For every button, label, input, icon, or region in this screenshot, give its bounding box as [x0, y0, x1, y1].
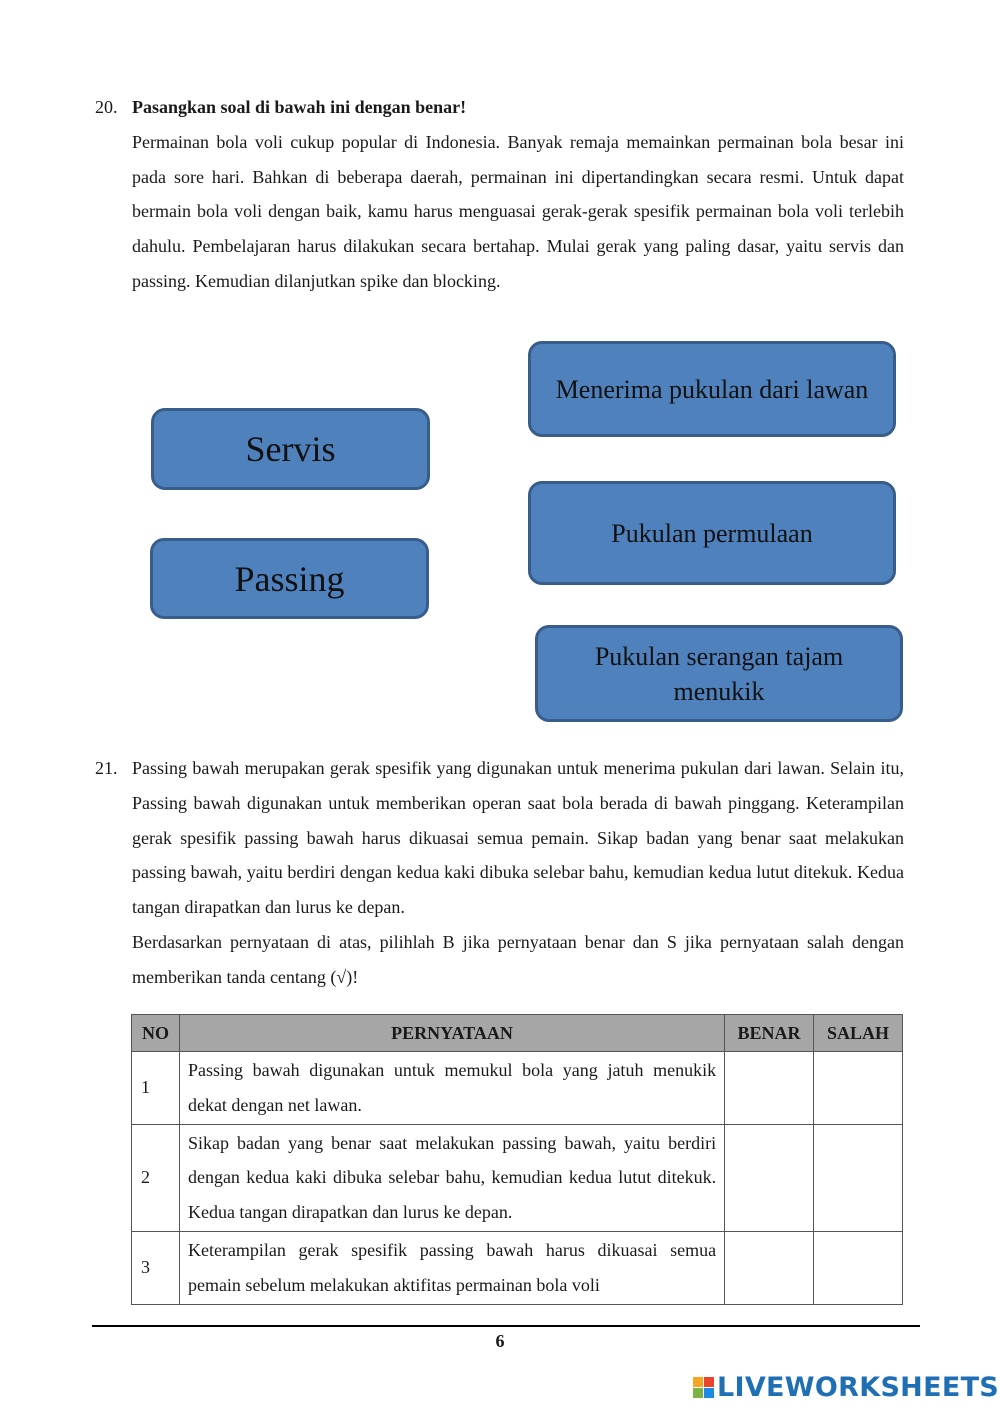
table-row — [132, 1124, 903, 1231]
row-statement: Sikap badan yang benar saat melakukan passing bawah, yaitu berdiri dengan kedua kaki dibuka selebar bahu, kemudian kedua lutut ditekuk. Kedua tangan dirapatkan dan lurus ke depan. — [179, 1124, 724, 1231]
header-statement: PERNYATAAN — [179, 1015, 724, 1052]
header-true: BENAR — [725, 1015, 814, 1052]
logo-square-4 — [704, 1388, 714, 1398]
row-false-checkbox[interactable] — [814, 1231, 903, 1304]
question-21-instruction: Berdasarkan pernyataan di atas, pilihlah B jika pernyataan benar dan S jika pernyataan salah dengan memberikan tanda centang (√)! — [132, 931, 904, 987]
question-21-paragraph: Passing bawah merupakan gerak spesifik yang digunakan untuk menerima pukulan dari lawan. Selain itu, Passing bawah digunakan untuk memberikan operan saat bola berada di bawah pinggang. Keterampilan gerak spesifik passing bawah harus dikuasai semua pemain. Sikap badan yang benar saat melakukan passing bawah, yaitu berdiri dengan kedua kaki dibuka selebar bahu, kemudian kedua lutut ditekuk. Kedua tangan dirapatkan dan lurus ke depan. — [132, 758, 904, 918]
match-definition-spike[interactable]: Pukulan serangan tajam menukik — [535, 625, 903, 722]
match-definition-first-hit[interactable]: Pukulan permulaan — [528, 481, 896, 585]
question-20-title: Pasangkan soal di bawah ini dengan benar! — [132, 97, 467, 117]
row-true-checkbox[interactable] — [725, 1124, 814, 1231]
question-21-number: 21. — [95, 758, 118, 778]
question-21-body — [132, 751, 904, 995]
row-number: 1 — [132, 1052, 180, 1125]
match-term-servis[interactable]: Servis — [151, 408, 430, 490]
row-number: 3 — [132, 1231, 180, 1304]
row-statement: Keterampilan gerak spesifik passing bawah harus dikuasai semua pemain sebelum melakukan aktifitas permainan bola voli — [179, 1231, 724, 1304]
header-false: SALAH — [814, 1015, 903, 1052]
logo-square-1 — [693, 1377, 703, 1387]
match-definition-receive[interactable]: Menerima pukulan dari lawan — [528, 341, 896, 437]
liveworksheets-wordmark: LIVEWORKSHEETS — [717, 1372, 1000, 1403]
logo-square-3 — [693, 1388, 703, 1398]
table-header-row — [132, 1015, 903, 1052]
row-statement: Passing bawah digunakan untuk memukul bola yang jatuh menukik dekat dengan net lawan. — [179, 1052, 724, 1125]
table-row — [132, 1052, 903, 1125]
liveworksheets-logo-icon — [693, 1377, 714, 1398]
logo-square-2 — [704, 1377, 714, 1387]
row-false-checkbox[interactable] — [814, 1124, 903, 1231]
liveworksheets-brand — [693, 1372, 999, 1403]
row-true-checkbox[interactable] — [725, 1052, 814, 1125]
row-true-checkbox[interactable] — [725, 1231, 814, 1304]
table-row — [132, 1231, 903, 1304]
page-number: 6 — [495, 1331, 505, 1351]
header-no: NO — [132, 1015, 180, 1052]
match-term-passing[interactable]: Passing — [150, 538, 429, 619]
row-number: 2 — [132, 1124, 180, 1231]
question-20-number: 20. — [95, 97, 118, 117]
question-20-body — [132, 90, 904, 299]
footer-divider — [92, 1325, 920, 1327]
row-false-checkbox[interactable] — [814, 1052, 903, 1125]
question-20-paragraph: Permainan bola voli cukup popular di Indonesia. Banyak remaja memainkan permainan bola besar ini pada sore hari. Bahkan di beberapa daerah, permainan ini dipertandingkan secara resmi. Untuk dapat bermain bola voli dengan baik, kamu harus menguasai gerak-gerak spesifik permainan bola voli terlebih dahulu. Pembelajaran harus dilakukan secara bertahap. Mulai gerak yang paling dasar, yaitu servis dan passing. Kemudian dilanjutkan spike dan blocking. — [132, 131, 904, 291]
statement-table — [131, 1014, 903, 1305]
